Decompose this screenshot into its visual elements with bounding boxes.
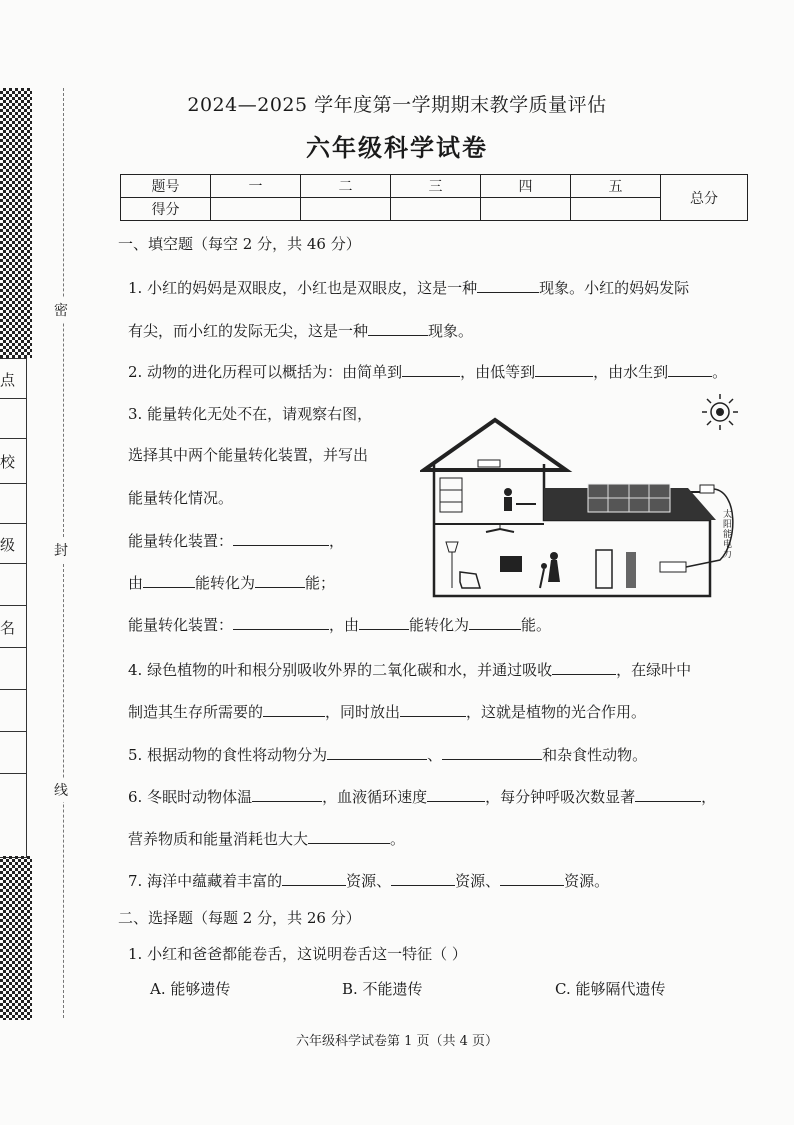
answer-blank[interactable] xyxy=(282,871,346,886)
answer-blank[interactable] xyxy=(368,321,428,336)
info-box-blank-5 xyxy=(0,689,27,732)
tv-icon xyxy=(500,556,522,572)
q4-text: ，在绿叶中 xyxy=(616,661,692,679)
q3-text: 能转化为 xyxy=(195,574,256,592)
q3-text: 能； xyxy=(305,574,336,592)
section1-heading: 一、填空题（每空 2 分，共 46 分） xyxy=(118,235,361,253)
q4-text: ，这就是植物的光合作用。 xyxy=(466,703,647,721)
seal-char-xian: 线 xyxy=(54,778,68,802)
q3-text: ，由 xyxy=(329,616,360,634)
info-label-text: 点 xyxy=(0,370,16,389)
q1-text: 有尖，而小红的发际无尖，这是一种 xyxy=(128,322,369,340)
answer-blank[interactable] xyxy=(233,615,329,630)
table-cell-total: 总分 xyxy=(661,175,748,221)
family-icon xyxy=(540,552,560,588)
q6-text: 营养物质和能量消耗也大大 xyxy=(128,830,309,848)
info-label-2 xyxy=(0,438,27,484)
answer-blank[interactable] xyxy=(391,871,455,886)
answer-blank[interactable] xyxy=(469,615,521,630)
q1-line1 xyxy=(128,277,689,298)
section2-heading: 二、选择题（每题 2 分，共 26 分） xyxy=(118,909,361,927)
info-label-1 xyxy=(0,358,27,399)
info-box-blank-1 xyxy=(0,398,27,439)
binding-strip xyxy=(0,88,32,1020)
answer-blank[interactable] xyxy=(359,615,409,630)
score-table-score-row xyxy=(121,198,748,221)
q6-text: ， xyxy=(701,788,717,806)
seal-char-mi: 密 xyxy=(54,298,68,322)
q7-text: 资源、 xyxy=(346,872,392,890)
mc-q1-option-b[interactable]: B. 不能遗传 xyxy=(342,980,423,998)
answer-blank[interactable] xyxy=(327,745,427,760)
q3-text: ， xyxy=(329,532,345,550)
score-cell xyxy=(391,198,481,221)
mc-q1-stem: 1. 小红和爸爸都能卷舌，这说明卷舌这一特征（ ） xyxy=(128,945,467,963)
score-cell xyxy=(481,198,571,221)
info-label-text: 校 xyxy=(0,453,16,471)
table-cell: 三 xyxy=(391,175,481,198)
table-cell: 五 xyxy=(571,175,661,198)
q3-line1: 3. 能量转化无处不在，请观察右图， xyxy=(128,405,373,423)
q2-text: ，由水生到 xyxy=(593,363,669,381)
q2-text: ，由低等到 xyxy=(460,363,536,381)
answer-blank[interactable] xyxy=(263,702,325,717)
q3-text: 能量转化装置： xyxy=(128,532,234,550)
q6-text: ，血液循环速度 xyxy=(322,788,428,806)
q2-line xyxy=(128,361,727,382)
exam-title: 2024—2025 学年度第一学期期末教学质量评估 xyxy=(187,94,607,116)
q7-text: 资源、 xyxy=(455,872,501,890)
q1-line2 xyxy=(128,320,473,341)
q5-text: 5. 根据动物的食性将动物分为 xyxy=(128,746,328,764)
score-cell xyxy=(211,198,301,221)
q3-text: 由 xyxy=(128,574,144,592)
q4-line1 xyxy=(128,659,691,680)
q4-line2 xyxy=(128,701,646,722)
answer-blank[interactable] xyxy=(400,702,466,717)
info-label-3 xyxy=(0,523,27,564)
table-cell: 得分 xyxy=(121,198,211,221)
answer-blank[interactable] xyxy=(143,573,195,588)
answer-blank[interactable] xyxy=(252,787,322,802)
solar-power-label: 太阳能电力 xyxy=(723,510,733,560)
info-box-blank-7 xyxy=(0,773,27,858)
info-box-blank-2 xyxy=(0,483,27,524)
inverter-icon xyxy=(660,562,686,572)
mc-q1-option-a[interactable]: A. 能够遗传 xyxy=(150,980,231,998)
answer-blank[interactable] xyxy=(255,573,305,588)
checker-pattern-bottom xyxy=(0,856,32,1020)
answer-blank[interactable] xyxy=(635,787,701,802)
refrigerator-icon xyxy=(596,550,612,588)
q2-text: 2. 动物的进化历程可以概括为：由简单到 xyxy=(128,363,403,381)
table-cell: 四 xyxy=(481,175,571,198)
q3-line5 xyxy=(128,572,335,593)
speaker-icon xyxy=(626,552,636,588)
q6-text: 。 xyxy=(390,830,406,848)
answer-blank[interactable] xyxy=(402,362,460,377)
q3-text: 能量转化装置： xyxy=(128,616,234,634)
armchair-icon xyxy=(460,572,480,588)
score-table xyxy=(120,174,748,221)
page-footer: 六年级科学试卷第 1 页（共 4 页） xyxy=(295,1034,499,1049)
answer-blank[interactable] xyxy=(308,829,390,844)
q5-line xyxy=(128,744,647,765)
answer-blank[interactable] xyxy=(442,745,542,760)
q6-line2 xyxy=(128,828,405,849)
score-table-header-row xyxy=(121,175,748,198)
table-cell: 二 xyxy=(301,175,391,198)
q4-text: 4. 绿色植物的叶和根分别吸收外界的二氧化碳和水，并通过吸收 xyxy=(128,661,553,679)
lamp-icon xyxy=(446,542,458,588)
q6-text: ，每分钟呼吸次数显著 xyxy=(485,788,636,806)
q3-line3: 能量转化情况。 xyxy=(128,489,234,507)
info-label-4 xyxy=(0,605,27,648)
seal-char-feng: 封 xyxy=(54,538,68,562)
mc-q1-option-c[interactable]: C. 能够隔代遗传 xyxy=(555,980,666,998)
q7-text: 7. 海洋中蕴藏着丰富的 xyxy=(128,872,283,890)
q3-text: 能。 xyxy=(521,616,552,634)
answer-blank[interactable] xyxy=(552,660,616,675)
info-box-blank-4 xyxy=(0,647,27,690)
q3-line2: 选择其中两个能量转化装置，并写出 xyxy=(128,446,369,464)
table-cell: 题号 xyxy=(121,175,211,198)
sun-icon xyxy=(702,394,738,430)
q1-text: 现象。小红的妈妈发际 xyxy=(539,279,690,297)
answer-blank[interactable] xyxy=(427,787,485,802)
score-cell xyxy=(571,198,661,221)
q5-text: 、 xyxy=(427,746,443,764)
ceiling-fan-icon xyxy=(486,524,514,532)
info-label-text: 名 xyxy=(0,618,16,637)
info-box-blank-6 xyxy=(0,731,27,774)
info-box-blank-3 xyxy=(0,563,27,606)
q4-text: ，同时放出 xyxy=(325,703,401,721)
house-energy-figure xyxy=(420,392,750,602)
answer-blank[interactable] xyxy=(477,278,539,293)
exam-subtitle: 六年级科学试卷 xyxy=(306,133,488,162)
q4-text: 制造其生存所需要的 xyxy=(128,703,264,721)
answer-blank[interactable] xyxy=(500,871,564,886)
q1-text: 现象。 xyxy=(428,322,474,340)
bookshelf-icon xyxy=(440,478,462,512)
person-at-desk-icon xyxy=(504,488,536,511)
score-cell xyxy=(301,198,391,221)
answer-blank[interactable] xyxy=(233,531,329,546)
q5-text: 和杂食性动物。 xyxy=(542,746,648,764)
meter-icon xyxy=(700,485,714,493)
q7-line xyxy=(128,870,609,891)
q2-text: 。 xyxy=(712,363,728,381)
q7-text: 资源。 xyxy=(564,872,610,890)
table-cell: 一 xyxy=(211,175,301,198)
q3-line4 xyxy=(128,530,344,551)
air-conditioner-icon xyxy=(478,460,500,467)
q1-text: 1. 小红的妈妈是双眼皮，小红也是双眼皮，这是一种 xyxy=(128,279,478,297)
info-label-text: 级 xyxy=(0,535,16,554)
q3-line6 xyxy=(128,614,551,635)
answer-blank[interactable] xyxy=(668,362,712,377)
q3-text: 能转化为 xyxy=(409,616,470,634)
q6-text: 6. 冬眠时动物体温 xyxy=(128,788,253,806)
q6-line1 xyxy=(128,786,716,807)
solar-panel-icon xyxy=(588,484,670,512)
answer-blank[interactable] xyxy=(535,362,593,377)
